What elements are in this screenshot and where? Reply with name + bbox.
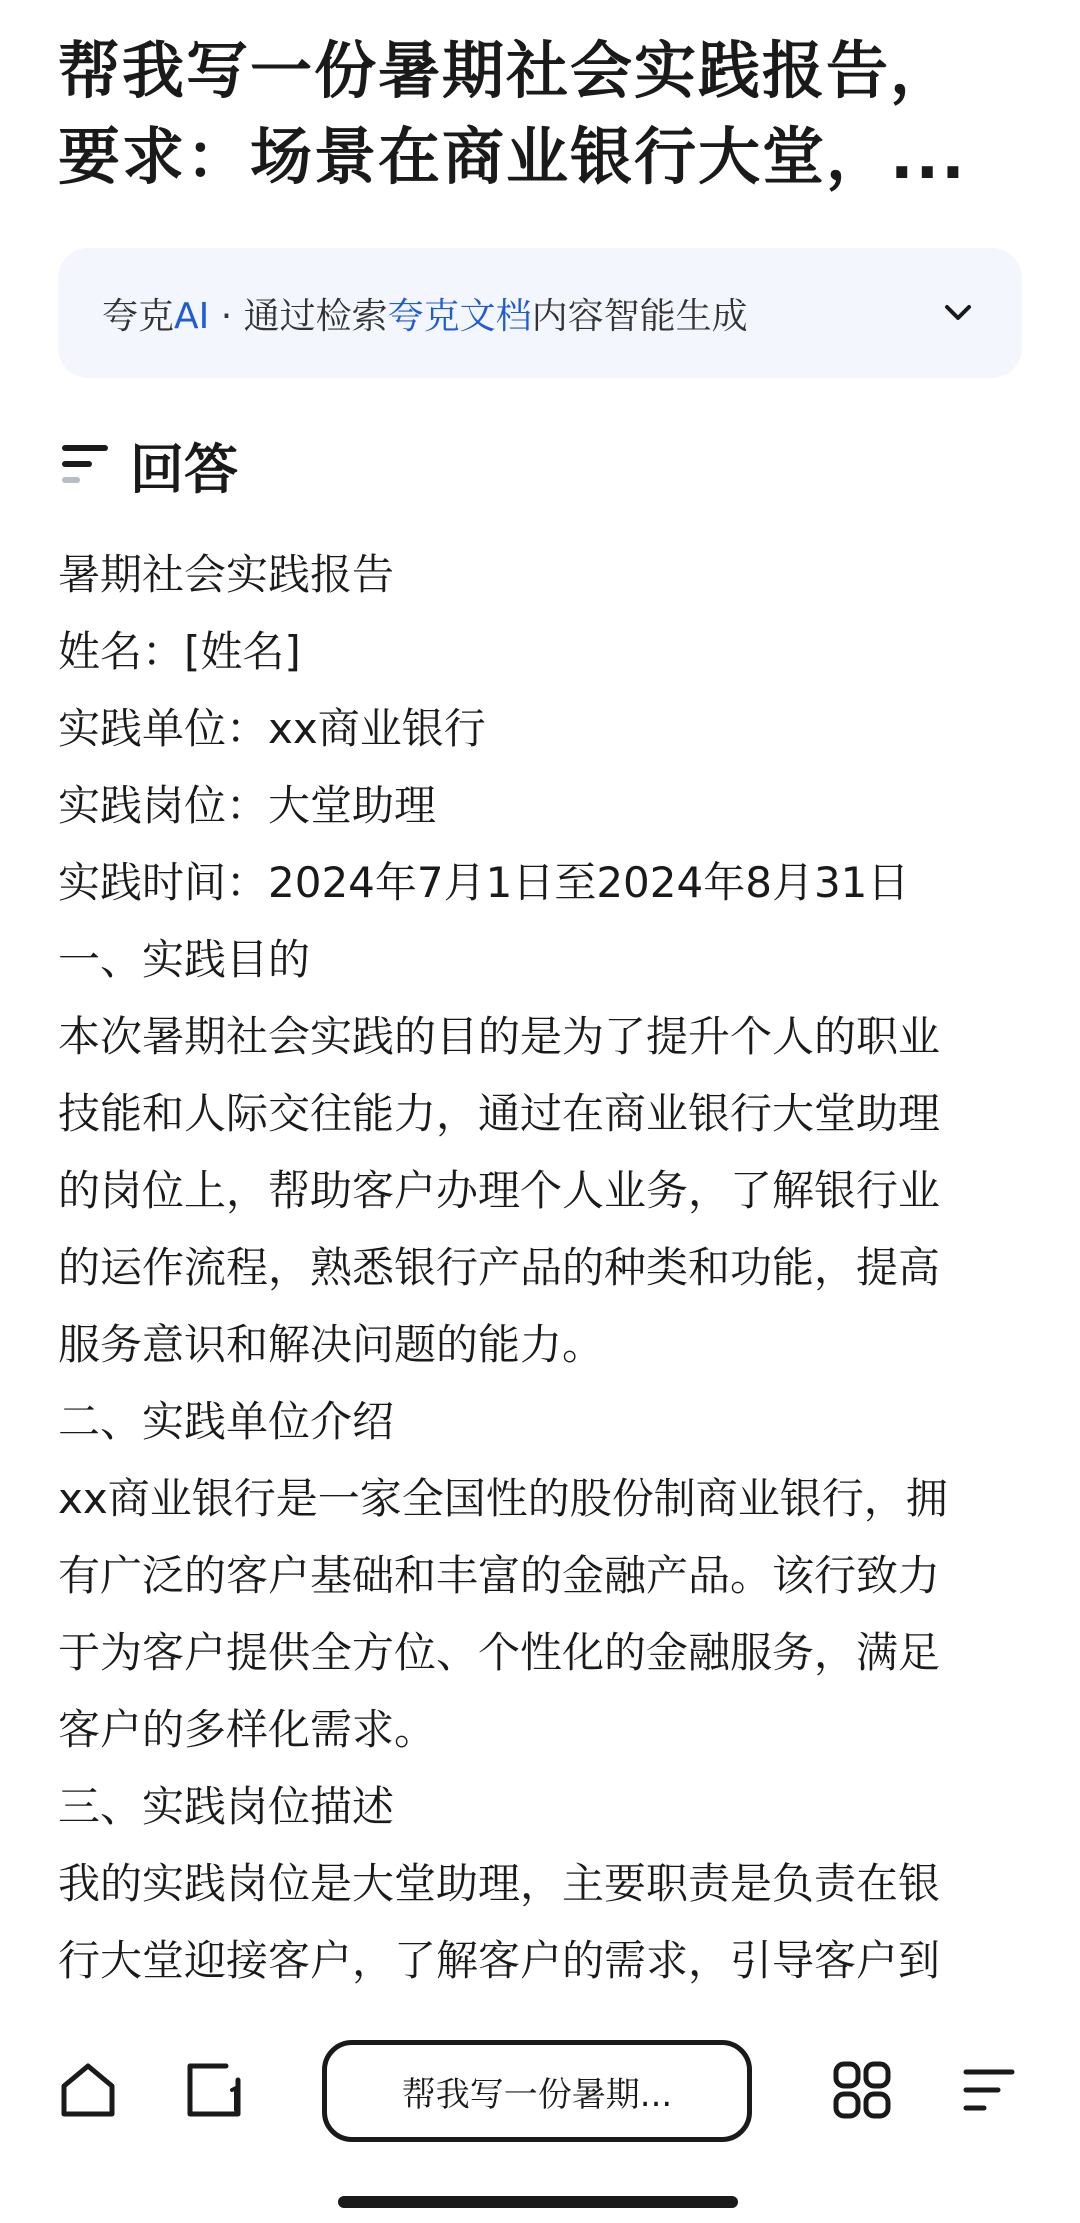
source-ai-label: AI <box>174 295 210 337</box>
answer-body <box>58 536 1018 1999</box>
answer-line: 二、实践单位介绍 <box>58 1397 395 1446</box>
answer-line: 我的实践岗位是大堂助理，主要职责是负责在银 <box>58 1859 941 1908</box>
question-title <box>58 28 1038 200</box>
question-line-1: 帮我写一份暑期社会实践报告， <box>58 34 955 107</box>
search-query-pill[interactable] <box>322 2040 752 2142</box>
answer-line: 服务意识和解决问题的能力。 <box>58 1320 605 1369</box>
source-info-card[interactable] <box>58 248 1022 378</box>
menu-icon[interactable] <box>956 2058 1020 2122</box>
home-indicator[interactable] <box>338 2196 738 2208</box>
question-line-2: 要求：场景在商业银行大堂，... <box>58 120 967 193</box>
answer-line: 的运作流程，熟悉银行产品的种类和功能，提高 <box>58 1243 941 1292</box>
search-query-text: 帮我写一份暑期... <box>401 2074 673 2115</box>
answer-label: 回答 <box>130 437 238 501</box>
source-middle: · 通过检索 <box>209 295 388 337</box>
answer-line: 实践岗位：大堂助理 <box>58 781 437 830</box>
answer-line: 实践时间：2024年7月1日至2024年8月31日 <box>58 858 910 907</box>
tabs-icon[interactable] <box>182 2058 246 2122</box>
answer-line: 于为客户提供全方位、个性化的金融服务，满足 <box>58 1628 941 1677</box>
answer-line: 三、实践岗位描述 <box>58 1782 395 1831</box>
answer-line: 行大堂迎接客户，了解客户的需求，引导客户到 <box>58 1936 941 1985</box>
answer-line: 姓名：[姓名] <box>58 627 301 676</box>
answer-line: 的岗位上，帮助客户办理个人业务，了解银行业 <box>58 1166 941 1215</box>
home-icon[interactable] <box>56 2058 120 2122</box>
answer-line: 客户的多样化需求。 <box>58 1705 437 1754</box>
answer-line: 本次暑期社会实践的目的是为了提升个人的职业 <box>58 1012 941 1061</box>
source-suffix: 内容智能生成 <box>531 295 748 337</box>
answer-line: 暑期社会实践报告 <box>58 550 395 599</box>
source-doc-link[interactable]: 夸克文档 <box>387 295 532 337</box>
source-prefix: 夸克 <box>102 295 175 337</box>
chevron-down-icon[interactable] <box>938 293 978 333</box>
answer-line: 技能和人际交往能力，通过在商业银行大堂助理 <box>58 1089 941 1138</box>
answer-line: 一、实践目的 <box>58 935 311 984</box>
source-info-text <box>102 288 938 339</box>
answer-line: 实践单位：xx商业银行 <box>58 704 486 753</box>
answer-lines-icon <box>60 439 112 491</box>
answer-line: 有广泛的客户基础和丰富的金融产品。该行致力 <box>58 1551 941 1600</box>
answer-header <box>60 430 238 500</box>
answer-line: xx商业银行是一家全国性的股份制商业银行，拥 <box>58 1474 948 1523</box>
apps-grid-icon[interactable] <box>830 2058 894 2122</box>
